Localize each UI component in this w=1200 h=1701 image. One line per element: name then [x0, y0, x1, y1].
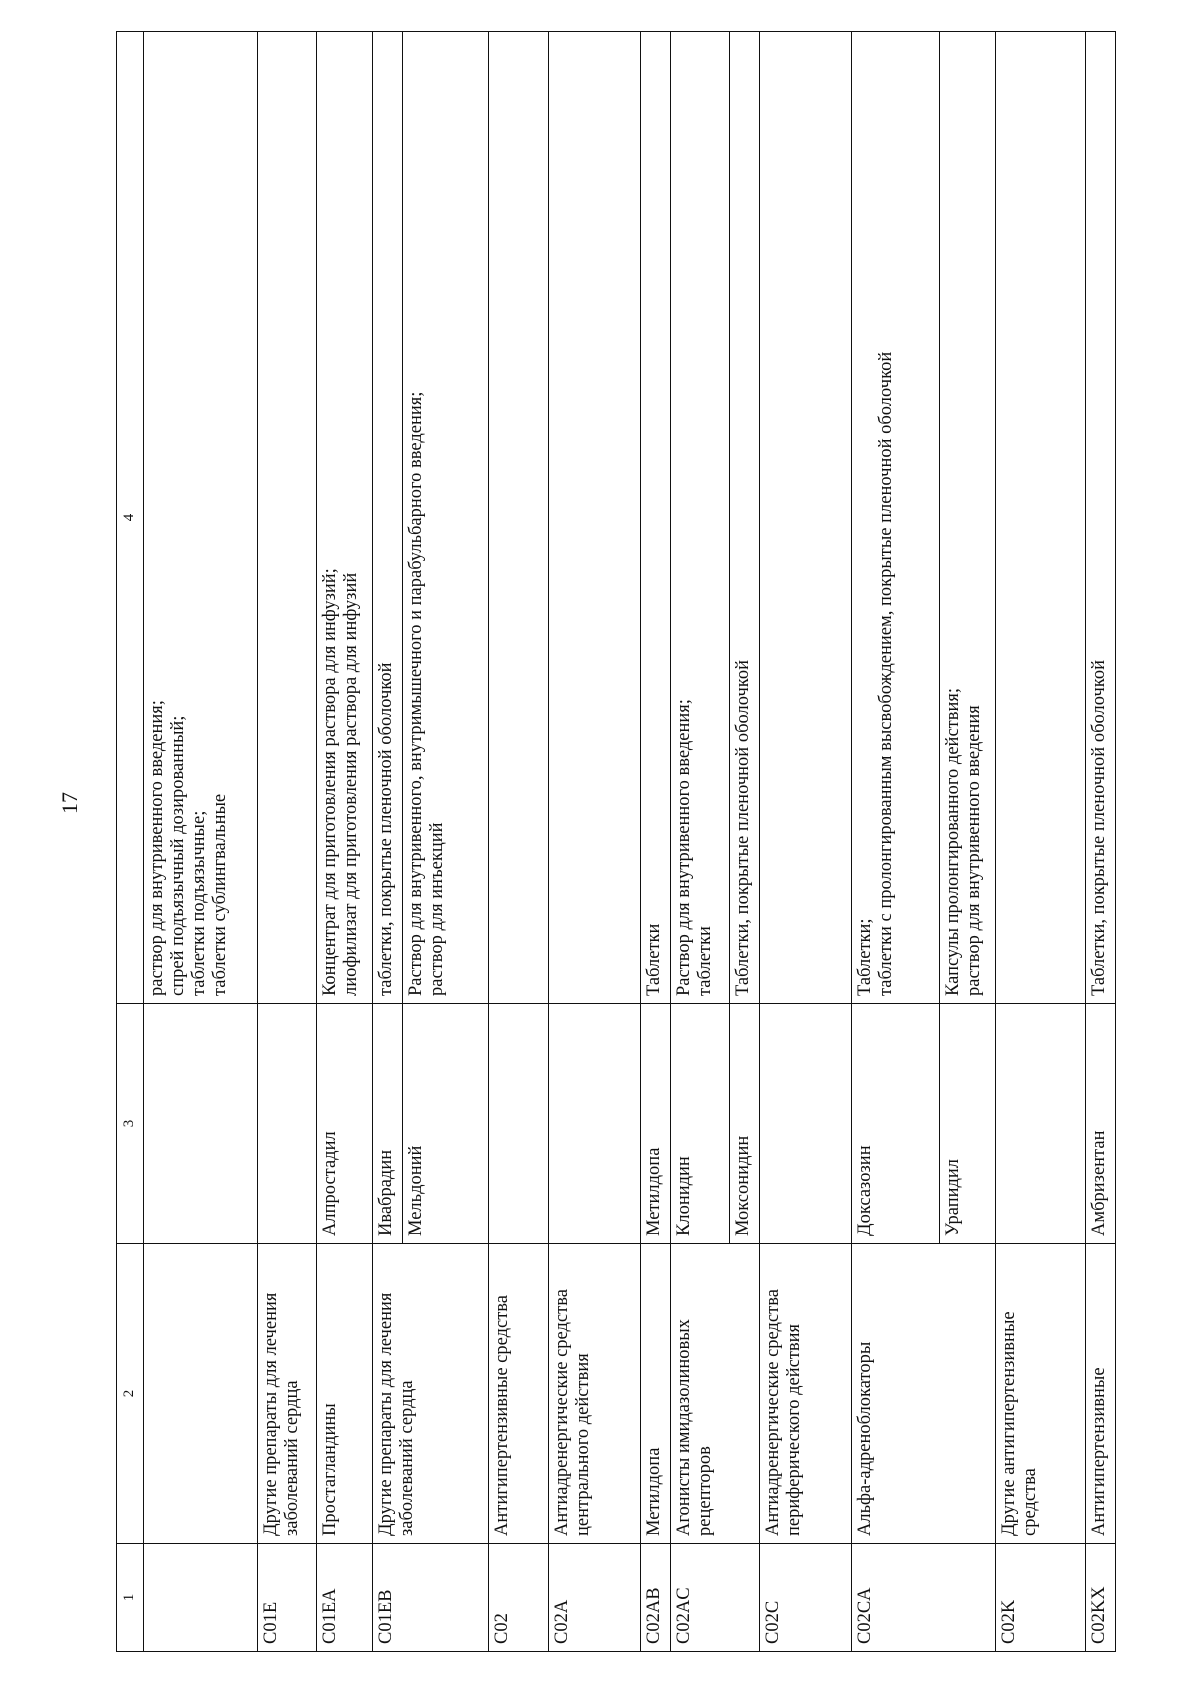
atc-code-cell: C02K — [995, 1544, 1085, 1652]
group-cell: Другие препараты для лечения заболеваний сердца — [372, 1244, 488, 1544]
dosage-form: Капсулы пролонгированного действия; — [942, 687, 963, 996]
drug-cell: Ивабрадин — [372, 1004, 402, 1244]
table-row — [641, 32, 671, 1652]
group-cell: Антигипертензивные средства — [488, 1244, 549, 1544]
group-cell: Другие препараты для лечения заболеваний сердца — [258, 1244, 316, 1544]
drug-cell — [144, 1004, 258, 1244]
atc-code-cell: C01E — [258, 1544, 316, 1652]
rotated-table-container — [116, 32, 1116, 1652]
drug-cell: Мельдоний — [403, 1004, 488, 1244]
dosage-forms-cell — [760, 32, 852, 1004]
dosage-form: Концентрат для приготовления раствора для инфузий; — [319, 568, 340, 996]
drug-cell — [995, 1004, 1085, 1244]
group-cell: Простагландины — [316, 1244, 372, 1544]
atc-code-cell — [144, 1544, 258, 1652]
group-cell: Альфа-адреноблокаторы — [852, 1244, 996, 1544]
atc-code-cell: C02CA — [852, 1544, 996, 1652]
drug-cell: Метилдопа — [641, 1004, 671, 1244]
atc-code-cell: C02AB — [641, 1544, 671, 1652]
dosage-form: таблетки подъязычные; — [189, 810, 209, 996]
table-row — [671, 32, 729, 1652]
group-cell: Другие антигипертензивные средства — [995, 1244, 1085, 1544]
table-row — [316, 32, 372, 1652]
dosage-forms-cell — [144, 32, 258, 1004]
table-row — [372, 32, 402, 1652]
dosage-forms-cell — [258, 32, 316, 1004]
atc-code-cell: C02A — [549, 1544, 641, 1652]
drug-cell: Урапидил — [939, 1004, 995, 1244]
dosage-form: Таблетки, покрытые пленочной оболочкой — [1088, 659, 1109, 996]
drug-cell: Амбризентан — [1085, 1004, 1115, 1244]
dosage-forms-cell — [641, 32, 671, 1004]
group-cell: Антигипертензивные — [1085, 1244, 1115, 1544]
dosage-forms-cell — [403, 32, 488, 1004]
table-row — [549, 32, 641, 1652]
dosage-forms-cell — [372, 32, 402, 1004]
atc-code-cell: C02AC — [671, 1544, 760, 1652]
dosage-form: лиофилизат для приготовления раствора для инфузий — [340, 572, 361, 996]
table-row — [995, 32, 1085, 1652]
dosage-form: таблетки, покрытые пленочной оболочкой — [375, 662, 396, 996]
table-header-row — [117, 32, 144, 1652]
dosage-form: раствор для внутривенного введения — [963, 705, 984, 996]
atc-code-cell: C01EB — [372, 1544, 488, 1652]
drug-cell: Алпростадил — [316, 1004, 372, 1244]
dosage-form: Таблетки — [644, 923, 665, 996]
atc-code-cell: C01EA — [316, 1544, 372, 1652]
dosage-forms-cell — [1085, 32, 1115, 1004]
group-cell: Агонисты имидазолиновых рецепторов — [671, 1244, 760, 1544]
dosage-form: Раствор для внутривенного, внутримышечного и парабульбарного введения; — [406, 391, 427, 996]
atc-code-cell: C02C — [760, 1544, 852, 1652]
dosage-forms-cell — [671, 32, 729, 1004]
dosage-forms-cell — [852, 32, 940, 1004]
table-row — [1085, 32, 1115, 1652]
drug-cell — [488, 1004, 549, 1244]
drug-cell: Моксонидин — [729, 1004, 759, 1244]
atc-code-cell: C02KX — [1085, 1544, 1115, 1652]
table-row — [258, 32, 316, 1652]
dosage-form: раствор для внутривенного введения; — [147, 700, 167, 996]
group-cell: Метилдопа — [641, 1244, 671, 1544]
dosage-form: таблетки сублингвальные — [210, 793, 230, 996]
drug-cell — [760, 1004, 852, 1244]
dosage-form: Раствор для внутривенного введения; — [674, 699, 695, 996]
group-cell — [144, 1244, 258, 1544]
dosage-form: раствор для инъекций — [427, 822, 448, 996]
column-header: 4 — [117, 32, 144, 1004]
dosage-forms-cell — [488, 32, 549, 1004]
table-row — [760, 32, 852, 1652]
table-row — [144, 32, 258, 1652]
column-header: 3 — [117, 1004, 144, 1244]
dosage-form: Таблетки; — [855, 918, 876, 996]
dosage-forms-cell — [316, 32, 372, 1004]
page-number: 17 — [57, 792, 82, 814]
group-cell: Антиадренергические средства центрального действия — [549, 1244, 641, 1544]
column-header: 2 — [117, 1244, 144, 1544]
column-header: 1 — [117, 1544, 144, 1652]
dosage-forms-cell — [729, 32, 759, 1004]
drug-cell — [549, 1004, 641, 1244]
drug-table — [116, 31, 1116, 1652]
dosage-form: спрей подъязычный дозированный; — [168, 715, 188, 996]
drug-cell: Доксазозин — [852, 1004, 940, 1244]
dosage-forms-cell — [995, 32, 1085, 1004]
dosage-form: таблетки — [695, 926, 716, 996]
dosage-form: Таблетки, покрытые пленочной оболочкой — [732, 659, 753, 996]
group-cell: Антиадренергические средства периферического действия — [760, 1244, 852, 1544]
drug-cell — [258, 1004, 316, 1244]
table-row — [488, 32, 549, 1652]
atc-code-cell: C02 — [488, 1544, 549, 1652]
dosage-forms-cell — [939, 32, 995, 1004]
dosage-forms-cell — [549, 32, 641, 1004]
table-row — [852, 32, 940, 1652]
drug-cell: Клонидин — [671, 1004, 729, 1244]
dosage-form: таблетки с пролонгированным высвобождением, покрытые пленочной оболочкой — [876, 351, 897, 996]
